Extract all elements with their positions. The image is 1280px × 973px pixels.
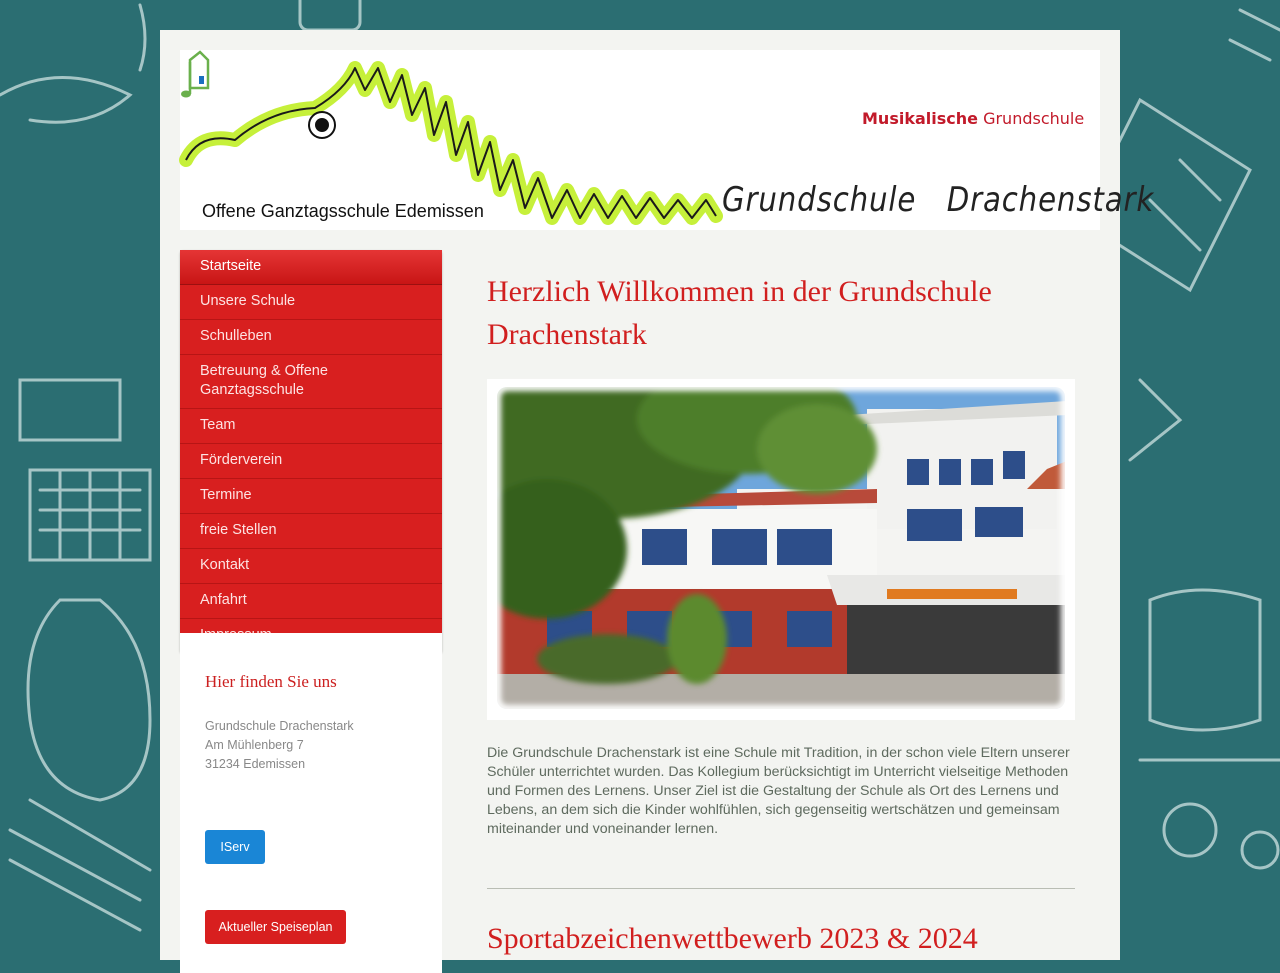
- music-house-icon: [180, 50, 210, 100]
- school-address: [205, 717, 354, 774]
- sidebar-heading: Hier finden Sie uns: [205, 672, 337, 691]
- nav-item-freie-stellen[interactable]: freie Stellen: [180, 514, 442, 549]
- nav-item-anfahrt[interactable]: Anfahrt: [180, 584, 442, 619]
- main-navigation: [180, 250, 442, 653]
- music-school-badge: [862, 109, 1084, 128]
- nav-item-team[interactable]: Team: [180, 409, 442, 444]
- header-banner: [180, 50, 1155, 230]
- badge-bold-text: Musikalische: [862, 109, 978, 128]
- school-building-photo: [487, 379, 1075, 720]
- banner-subtitle: Offene Ganztagsschule Edemissen: [202, 201, 484, 221]
- section-divider: [487, 888, 1075, 889]
- nav-item-foerderverein[interactable]: Förderverein: [180, 444, 442, 479]
- page-container: [160, 30, 1155, 960]
- page-title: Herzlich Willkommen in der Grundschule Drachenstark: [487, 275, 992, 351]
- address-line: 31234 Edemissen: [205, 757, 306, 771]
- address-line: Grundschule Drachenstark: [205, 719, 354, 733]
- intro-paragraph: Die Grundschule Drachenstark ist eine Schule mit Tradition, in der schon viele Eltern unserer Schüler unterrichtet wurden. Das Kollegium berücksichtigt im Unterricht vielseitige Methoden und Formen des Lernens. Unser Ziel ist die Gestaltung der Schule als Ort des Lernens und Lebens, an dem sich die Kinder wohlfühlen, sich gegenseitig wertschätzen und gemeinsam miteinander und voneinander lernen.: [487, 745, 1070, 837]
- nav-item-termine[interactable]: Termine: [180, 479, 442, 514]
- section-title: Sportabzeichenwettbewerb 2023 & 2024: [487, 922, 978, 955]
- menu-plan-button[interactable]: Aktueller Speiseplan: [205, 910, 346, 944]
- nav-item-betreuung[interactable]: Betreuung & Offene Ganztagsschule: [180, 355, 442, 409]
- nav-item-kontakt[interactable]: Kontakt: [180, 549, 442, 584]
- address-line: Am Mühlenberg 7: [205, 738, 304, 752]
- badge-regular-text: Grundschule: [983, 109, 1085, 128]
- nav-item-schulleben[interactable]: Schulleben: [180, 320, 442, 355]
- sidebar-contact-box: [180, 633, 442, 973]
- nav-item-unsere-schule[interactable]: Unsere Schule: [180, 285, 442, 320]
- nav-item-startseite[interactable]: Startseite: [180, 250, 442, 285]
- banner-school-name: Grundschule Drachenstark: [722, 180, 1155, 220]
- iserv-button[interactable]: IServ: [205, 830, 265, 864]
